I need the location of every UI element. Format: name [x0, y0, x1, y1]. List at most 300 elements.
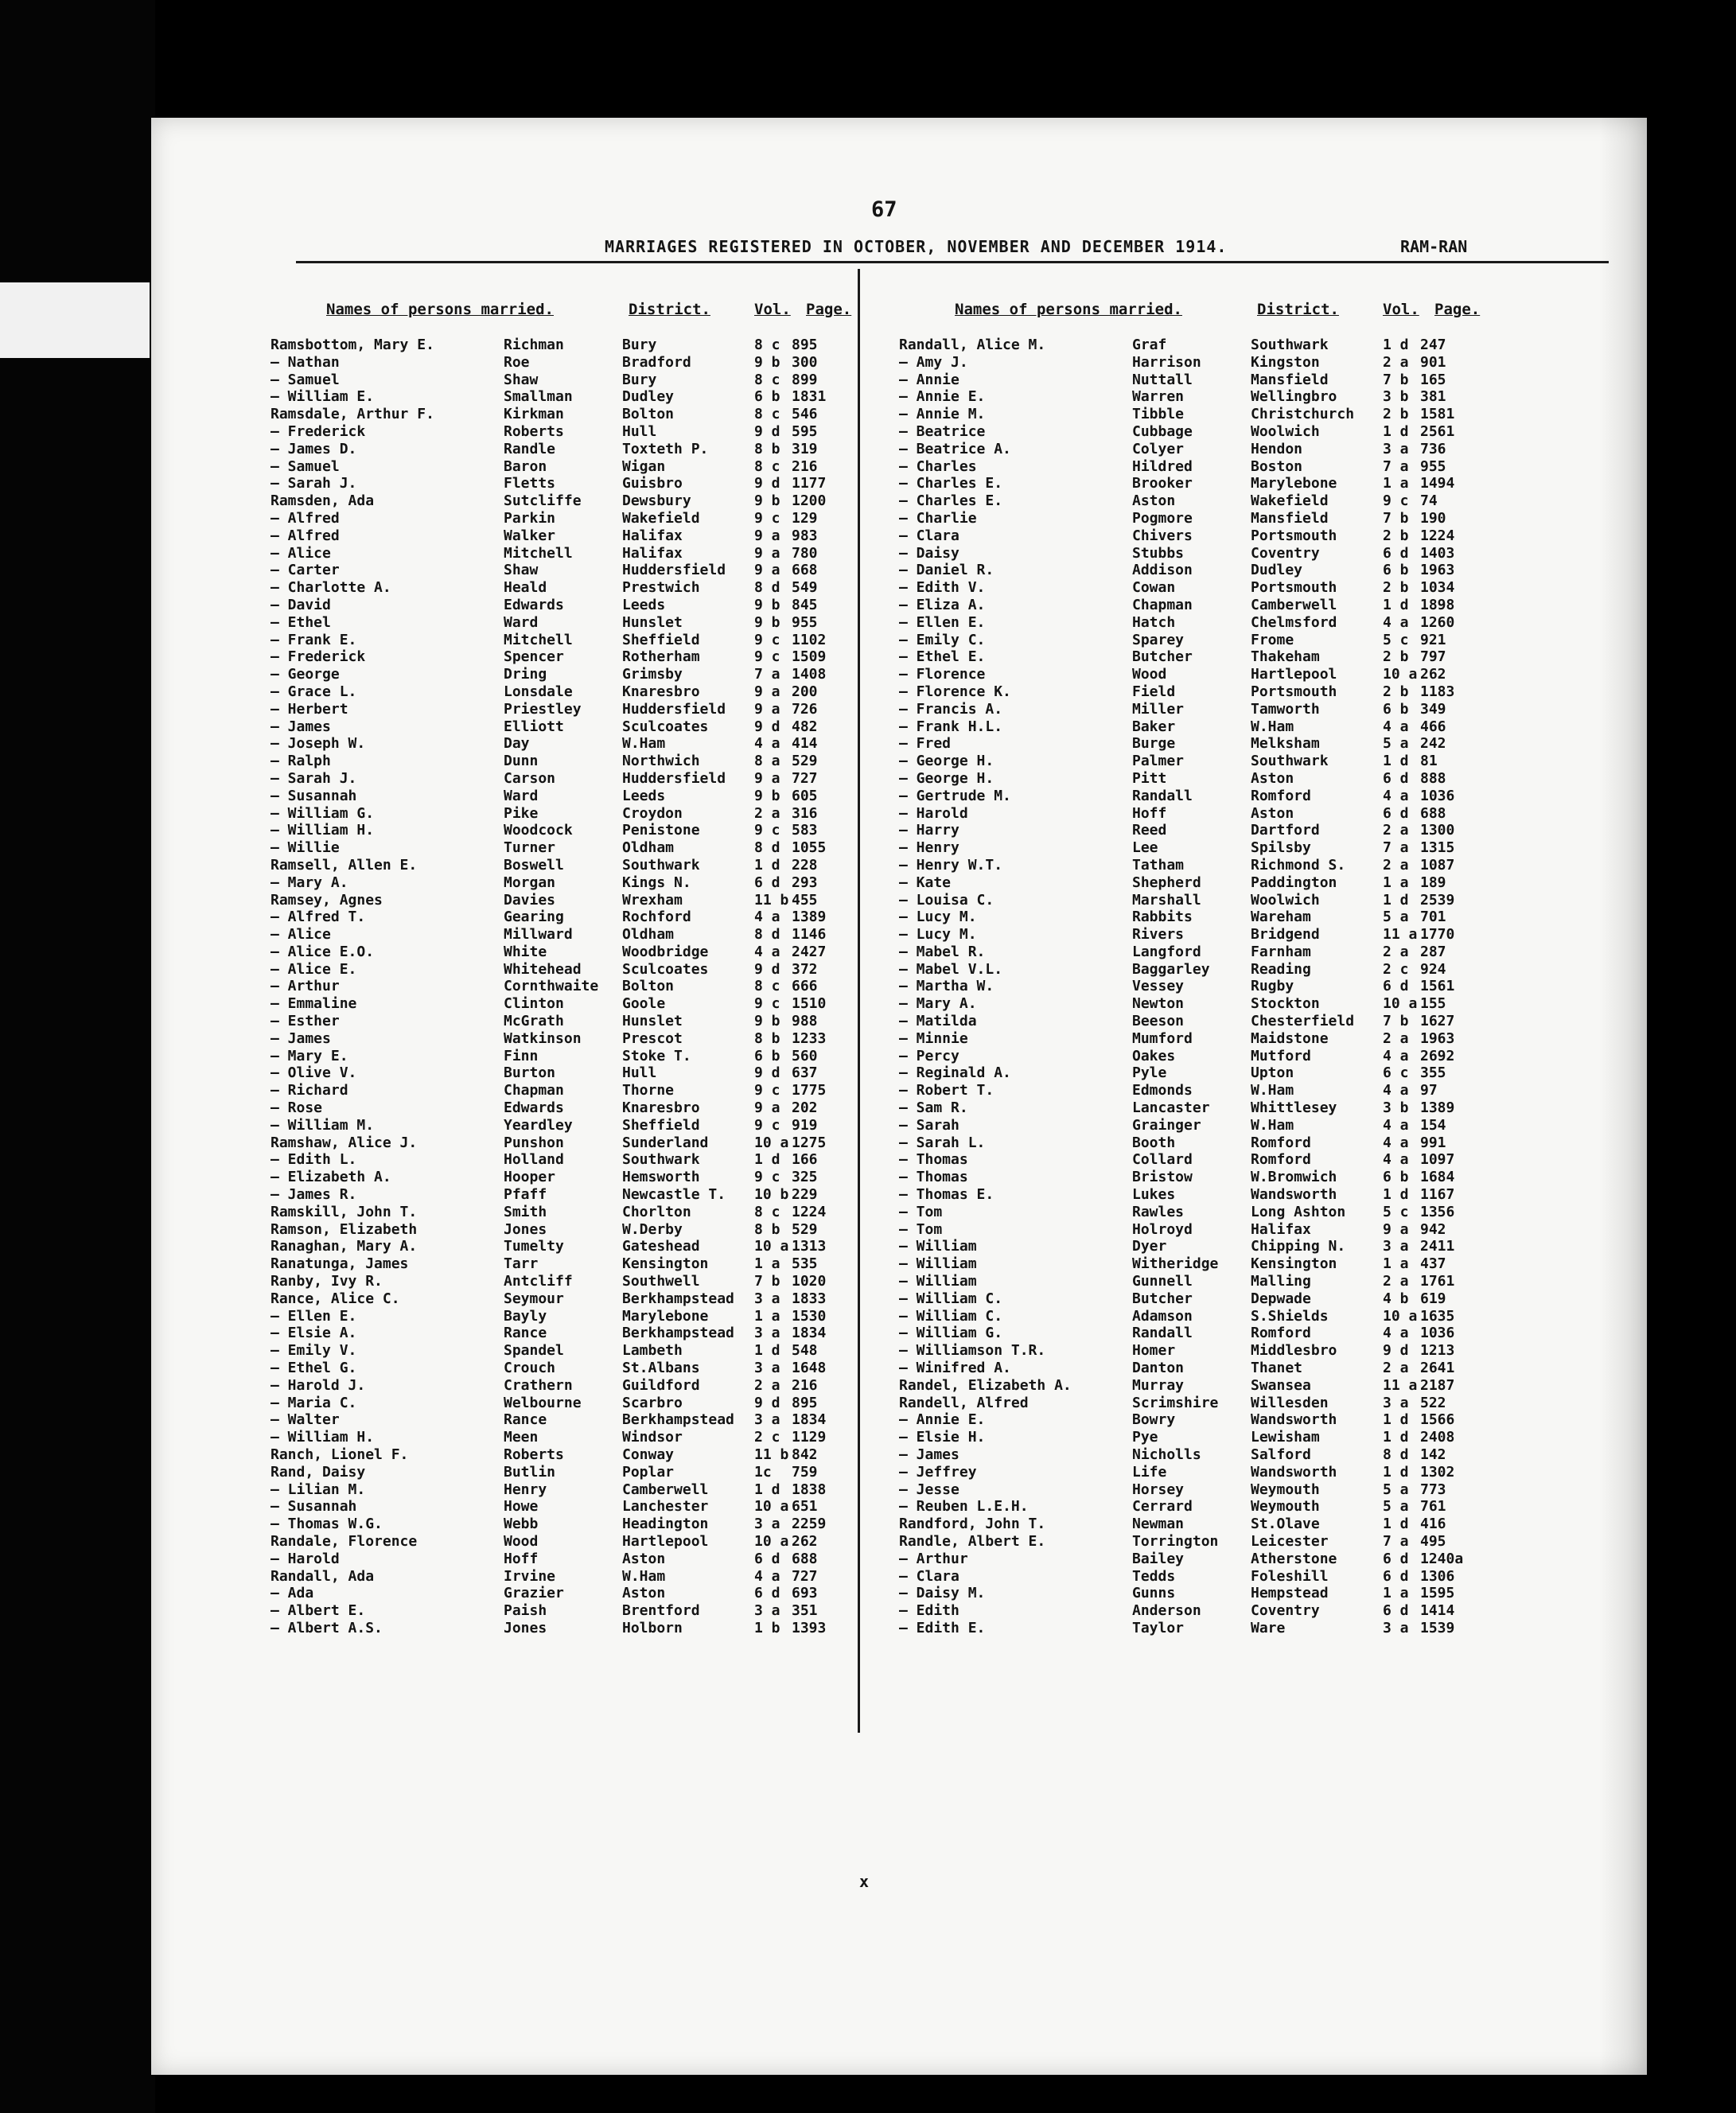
entry-volume: 1 d [1383, 1429, 1409, 1446]
entry-district: Portsmouth [1251, 579, 1337, 597]
entry-spouse: Tatham [1132, 856, 1185, 874]
entry-page: 1356 [1420, 1203, 1455, 1220]
entry-spouse: Addison [1132, 562, 1193, 579]
entry-name: Randall, Alice M. [899, 337, 1046, 353]
entry-page: 97 [1420, 1082, 1438, 1099]
entry-name: Ranby, Ivy R. [271, 1273, 383, 1290]
entry-district: Southwark [622, 1151, 700, 1169]
entry-district: Hull [622, 422, 657, 440]
entry-district: Lanchester [622, 1498, 709, 1516]
entry-district: Sculcoates [622, 718, 709, 735]
entry-page: 668 [792, 562, 818, 579]
entry-district: Holborn [622, 1619, 683, 1636]
entry-volume: 9 b [754, 492, 780, 510]
entry-district: Aston [622, 1585, 666, 1602]
entry-district: Maidstone [1251, 1029, 1329, 1047]
entry-volume: 2 b [1383, 579, 1409, 597]
entry-name: — George H. [899, 769, 995, 787]
entry-page: 1200 [792, 492, 827, 510]
entry-spouse: Booth [1132, 1134, 1176, 1151]
entry-spouse: White [504, 943, 547, 960]
entry-spouse: Dring [504, 666, 547, 683]
entry-district: Southwark [622, 856, 700, 874]
entry-volume: 9 a [754, 562, 780, 579]
entry-name: — Frederick [271, 648, 366, 666]
entry-spouse: McGrath [504, 1013, 564, 1030]
entry-page: 1036 [1420, 787, 1455, 804]
entry-name: — Emily C. [899, 631, 986, 648]
entry-spouse: Smith [504, 1203, 547, 1220]
entry-spouse: Morgan [504, 874, 556, 891]
entry-name: — Sarah J. [271, 769, 357, 787]
register-page [151, 118, 1647, 2075]
entry-page: 300 [792, 353, 818, 371]
index-range: RAM-RAN [1400, 237, 1468, 256]
entry-volume: 10 a [1383, 666, 1418, 683]
entry-name: — Willie [271, 839, 340, 857]
entry-spouse: Rance [504, 1325, 547, 1342]
entry-name: — William G. [899, 1325, 1003, 1342]
entry-spouse: Burge [1132, 735, 1176, 753]
entry-spouse: Spandel [504, 1342, 564, 1360]
entry-volume: 11 b [754, 1446, 789, 1463]
entry-name: — Alfred [271, 527, 340, 544]
entry-spouse: Shaw [504, 371, 539, 388]
entry-page: 216 [792, 457, 818, 475]
entry-volume: 1 b [754, 1619, 780, 1636]
header-district: District. [1257, 301, 1339, 318]
entry-volume: 6 b [754, 388, 780, 406]
entry-spouse: Hatch [1132, 613, 1176, 631]
entry-spouse: Lancaster [1132, 1099, 1210, 1117]
entry-page: 319 [792, 440, 818, 457]
entry-name: — Annie E. [899, 1411, 986, 1429]
entry-spouse: Irvine [504, 1567, 556, 1585]
entry-page: 1566 [1420, 1411, 1455, 1429]
entry-volume: 7 a [1383, 1532, 1409, 1550]
entry-spouse: Nuttall [1132, 371, 1193, 388]
entry-name: Rand, Daisy [271, 1463, 366, 1481]
entry-spouse: Lee [1132, 839, 1158, 857]
entry-name: Ramsden, Ada [271, 492, 375, 510]
entry-district: Ware [1251, 1619, 1286, 1636]
entry-name: — Ellen E. [899, 613, 986, 631]
entry-spouse: Whitehead [504, 960, 582, 978]
entry-spouse: Smallman [504, 388, 573, 406]
entry-volume: 8 c [754, 978, 780, 995]
entry-spouse: Yeardley [504, 1116, 573, 1134]
entry-spouse: Bristow [1132, 1169, 1193, 1186]
entry-volume: 6 d [754, 1585, 780, 1602]
entry-spouse: Oakes [1132, 1047, 1176, 1064]
entry-district: Woolwich [1251, 891, 1320, 909]
entry-district: Mutford [1251, 1047, 1311, 1064]
entry-spouse: Roberts [504, 1446, 564, 1463]
entry-page: 1300 [1420, 822, 1455, 839]
entry-spouse: Gunnell [1132, 1273, 1193, 1290]
entry-spouse: Jones [504, 1619, 547, 1636]
entry-page: 1539 [1420, 1619, 1455, 1636]
entry-name: — Minnie [899, 1029, 968, 1047]
entry-district: Malling [1251, 1273, 1311, 1290]
entry-district: Camberwell [1251, 596, 1337, 613]
entry-volume: 3 b [1383, 1099, 1409, 1117]
entry-volume: 7 a [754, 666, 780, 683]
entry-district: Wrexham [622, 891, 683, 909]
entry-spouse: Rawles [1132, 1203, 1185, 1220]
entry-volume: 9 d [1383, 1342, 1409, 1360]
entry-page: 2187 [1420, 1376, 1455, 1394]
entry-district: Chipping N. [1251, 1238, 1346, 1255]
entry-name: — Emmaline [271, 995, 357, 1013]
entry-name: — Beatrice A. [899, 440, 1011, 457]
entry-name: — Henry [899, 839, 959, 857]
entry-name: — Ellen E. [271, 1307, 357, 1325]
entry-page: 381 [1420, 388, 1446, 406]
entry-volume: 2 c [1383, 960, 1409, 978]
entry-page: 482 [792, 718, 818, 735]
entry-name: — Francis A. [899, 700, 1003, 718]
entry-volume: 9 d [754, 475, 780, 492]
entry-name: — Annie M. [899, 406, 986, 423]
entry-district: Stoke T. [622, 1047, 691, 1064]
entry-spouse: Chapman [1132, 596, 1193, 613]
entry-spouse: Ward [504, 787, 539, 804]
entry-name: Rance, Alice C. [271, 1290, 400, 1307]
entry-spouse: Pye [1132, 1429, 1158, 1446]
entry-name: — Charles E. [899, 475, 1003, 492]
entry-page: 2641 [1420, 1360, 1455, 1377]
entry-volume: 8 c [754, 1203, 780, 1220]
entry-district: Reading [1251, 960, 1311, 978]
entry-volume: 6 d [1383, 544, 1409, 562]
entry-name: — Annie [899, 371, 959, 388]
entry-page: 1129 [792, 1429, 827, 1446]
entry-volume: 4 a [1383, 787, 1409, 804]
entry-district: Stockton [1251, 995, 1320, 1013]
entry-page: 1834 [792, 1411, 827, 1429]
entry-volume: 9 b [754, 353, 780, 371]
entry-page: 727 [792, 769, 818, 787]
entry-volume: 3 a [1383, 1238, 1409, 1255]
entry-district: Romford [1251, 1151, 1311, 1169]
entry-spouse: Homer [1132, 1342, 1176, 1360]
entry-volume: 3 a [754, 1325, 780, 1342]
entry-district: Farnham [1251, 943, 1311, 960]
entry-spouse: Hildred [1132, 457, 1193, 475]
entry-volume: 2 a [754, 804, 780, 822]
entry-spouse: Lukes [1132, 1186, 1176, 1204]
entry-district: Rugby [1251, 978, 1294, 995]
entry-spouse: Baggarley [1132, 960, 1210, 978]
entry-spouse: Punshon [504, 1134, 564, 1151]
entry-page: 2539 [1420, 891, 1455, 909]
entry-name: — Eliza A. [899, 596, 986, 613]
entry-volume: 1 a [1383, 475, 1409, 492]
entry-spouse: Hoff [504, 1550, 539, 1567]
entry-district: Croydon [622, 804, 683, 822]
entry-spouse: Brooker [1132, 475, 1193, 492]
page-number: 67 [871, 197, 897, 222]
entry-district: Aston [1251, 769, 1294, 787]
entry-spouse: Bayly [504, 1307, 547, 1325]
entry-spouse: Spencer [504, 648, 564, 666]
entry-spouse: Langford [1132, 943, 1201, 960]
entry-district: Romford [1251, 787, 1311, 804]
entry-volume: 4 a [754, 943, 780, 960]
entry-name: — Harold [271, 1550, 340, 1567]
entry-spouse: Randall [1132, 1325, 1193, 1342]
entry-spouse: Scrimshire [1132, 1394, 1219, 1411]
entry-volume: 11 b [754, 891, 789, 909]
entry-district: Hunslet [622, 1013, 683, 1030]
entry-volume: 9 c [754, 1116, 780, 1134]
entry-name: — Reginald A. [899, 1064, 1011, 1082]
entry-name: — Arthur [271, 978, 340, 995]
entry-page: 1833 [792, 1290, 827, 1307]
entry-district: W.Ham [1251, 718, 1294, 735]
entry-volume: 7 a [1383, 839, 1409, 857]
entry-page: 1403 [1420, 544, 1455, 562]
entry-district: Richmond S. [1251, 856, 1346, 874]
entry-page: 1240a [1420, 1550, 1464, 1567]
entry-spouse: Murray [1132, 1376, 1185, 1394]
entry-name: — James [271, 1029, 331, 1047]
entry-volume: 6 d [1383, 769, 1409, 787]
entry-volume: 1 d [1383, 753, 1409, 770]
entry-name: — Clara [899, 527, 959, 544]
entry-spouse: Butcher [1132, 648, 1193, 666]
entry-page: 1635 [1420, 1307, 1455, 1325]
entry-name: — Henry W.T. [899, 856, 1003, 874]
entry-page: 1393 [792, 1619, 827, 1636]
entry-district: Melksham [1251, 735, 1320, 753]
entry-name: — Mary A. [899, 995, 977, 1013]
entry-volume: 6 d [754, 1550, 780, 1567]
entry-name: — Thomas W.G. [271, 1516, 383, 1533]
entry-page: 1224 [792, 1203, 827, 1220]
entry-volume: 9 c [754, 631, 780, 648]
entry-volume: 8 c [754, 457, 780, 475]
entry-spouse: Holroyd [1132, 1220, 1193, 1238]
entry-spouse: Shepherd [1132, 874, 1201, 891]
entry-page: 1684 [1420, 1169, 1455, 1186]
entry-page: 1306 [1420, 1567, 1455, 1585]
entry-page: 583 [792, 822, 818, 839]
entry-page: 895 [792, 1394, 818, 1411]
entry-name: — Ethel [271, 613, 331, 631]
entry-page: 529 [792, 1220, 818, 1238]
entry-page: 1389 [1420, 1099, 1455, 1117]
entry-spouse: Hooper [504, 1169, 556, 1186]
entry-page: 780 [792, 544, 818, 562]
entry-volume: 10 a [754, 1134, 789, 1151]
entry-volume: 7 b [1383, 1013, 1409, 1030]
entry-spouse: Day [504, 735, 530, 753]
entry-volume: 3 a [754, 1602, 780, 1620]
entry-page: 988 [792, 1013, 818, 1030]
entry-district: Berkhampstead [622, 1411, 734, 1429]
entry-page: 693 [792, 1585, 818, 1602]
entry-name: — Charlotte A. [271, 579, 391, 597]
entry-volume: 5 a [1383, 1498, 1409, 1516]
entry-page: 242 [1420, 735, 1446, 753]
header-vol: Vol. [754, 301, 791, 318]
entry-name: — Grace L. [271, 683, 357, 700]
entry-spouse: Warren [1132, 388, 1185, 406]
entry-volume: 4 a [1383, 1116, 1409, 1134]
entry-name: — Albert E. [271, 1602, 366, 1620]
entry-name: — Joseph W. [271, 735, 366, 753]
header-names: Names of persons married. [326, 301, 554, 318]
entry-district: Spilsby [1251, 839, 1311, 857]
entry-district: Frome [1251, 631, 1294, 648]
entry-page: 1260 [1420, 613, 1455, 631]
entry-volume: 6 d [1383, 1550, 1409, 1567]
entry-name: — Tom [899, 1220, 943, 1238]
entry-volume: 1 d [1383, 596, 1409, 613]
entry-name: — Mary E. [271, 1047, 348, 1064]
entry-volume: 10 a [1383, 1307, 1418, 1325]
entry-district: Boston [1251, 457, 1303, 475]
entry-volume: 1 d [754, 1151, 780, 1169]
entry-name: Ramson, Elizabeth [271, 1220, 418, 1238]
entry-volume: 2 a [1383, 353, 1409, 371]
entry-spouse: Chivers [1132, 527, 1193, 544]
entry-volume: 9 c [754, 822, 780, 839]
entry-volume: 10 a [754, 1238, 789, 1255]
entry-district: Depwade [1251, 1290, 1311, 1307]
entry-district: Dudley [1251, 562, 1303, 579]
entry-volume: 6 b [1383, 1169, 1409, 1186]
entry-volume: 7 b [754, 1273, 780, 1290]
entry-name: — Harry [899, 822, 959, 839]
entry-page: 1770 [1420, 926, 1455, 944]
entry-volume: 3 b [1383, 388, 1409, 406]
entry-volume: 1 d [1383, 1411, 1409, 1429]
entry-page: 316 [792, 804, 818, 822]
entry-volume: 8 c [754, 406, 780, 423]
entry-district: Marylebone [1251, 475, 1337, 492]
entry-spouse: Field [1132, 683, 1176, 700]
entry-name: — Edith V. [899, 579, 986, 597]
entry-page: 1146 [792, 926, 827, 944]
entry-name: — Elsie H. [899, 1429, 986, 1446]
entry-volume: 2 a [1383, 1273, 1409, 1290]
entry-volume: 5 c [1383, 1203, 1409, 1220]
entry-name: — Alice E.O. [271, 943, 375, 960]
entry-name: — Percy [899, 1047, 959, 1064]
footer-mark: x [859, 1872, 870, 1891]
entry-page: 727 [792, 1567, 818, 1585]
entry-district: Thanet [1251, 1360, 1303, 1377]
entry-district: Lewisham [1251, 1429, 1320, 1446]
entry-page: 759 [792, 1463, 818, 1481]
entry-district: Grimsby [622, 666, 683, 683]
entry-spouse: Newton [1132, 995, 1185, 1013]
entry-volume: 6 d [1383, 1602, 1409, 1620]
entry-page: 1389 [792, 909, 827, 926]
entry-page: 325 [792, 1169, 818, 1186]
entry-page: 651 [792, 1498, 818, 1516]
entry-volume: 1 d [1383, 1463, 1409, 1481]
entry-district: W.Ham [1251, 1082, 1294, 1099]
entry-volume: 10 a [754, 1532, 789, 1550]
entry-name: — Ralph [271, 753, 331, 770]
entry-spouse: Cubbage [1132, 422, 1193, 440]
entry-volume: 2 a [754, 1376, 780, 1394]
entry-district: St.Olave [1251, 1516, 1320, 1533]
entry-district: Portsmouth [1251, 527, 1337, 544]
entry-district: Chelmsford [1251, 613, 1337, 631]
entry-page: 1963 [1420, 1029, 1455, 1047]
entry-spouse: Mitchell [504, 544, 573, 562]
entry-spouse: Rance [504, 1411, 547, 1429]
entry-name: Ramsdale, Arthur F. [271, 406, 434, 423]
entry-volume: 2 a [1383, 1029, 1409, 1047]
entry-name: — Samuel [271, 457, 340, 475]
entry-volume: 4 a [1383, 1082, 1409, 1099]
entry-volume: 3 a [754, 1411, 780, 1429]
entry-volume: 9 c [754, 648, 780, 666]
entry-name: — William M. [271, 1116, 375, 1134]
entry-page: 495 [1420, 1532, 1446, 1550]
entry-spouse: Bowry [1132, 1411, 1176, 1429]
entry-volume: 9 a [754, 1099, 780, 1117]
entry-spouse: Wood [504, 1532, 539, 1550]
entry-district: Wellingbro [1251, 388, 1337, 406]
entry-page: 2411 [1420, 1238, 1455, 1255]
entry-spouse: Finn [504, 1047, 539, 1064]
entry-page: 1831 [792, 388, 827, 406]
entry-volume: 4 a [1383, 718, 1409, 735]
entry-district: Huddersfield [622, 700, 726, 718]
header-names: Names of persons married. [955, 301, 1182, 318]
entry-name: — Charles [899, 457, 977, 475]
entry-spouse: Baron [504, 457, 547, 475]
entry-name: — William G. [271, 804, 375, 822]
entry-district: W.Derby [622, 1220, 683, 1238]
entry-spouse: Taylor [1132, 1619, 1185, 1636]
entry-volume: 9 d [754, 1064, 780, 1082]
entry-district: Gateshead [622, 1238, 700, 1255]
entry-name: — William [899, 1255, 977, 1273]
entry-name: — Fred [899, 735, 952, 753]
entry-name: — Charles E. [899, 492, 1003, 510]
entry-volume: 3 a [754, 1516, 780, 1533]
entry-spouse: Sutcliffe [504, 492, 582, 510]
entry-page: 983 [792, 527, 818, 544]
entry-volume: 8 a [754, 753, 780, 770]
entry-page: 549 [792, 579, 818, 597]
entry-name: — Harold [899, 804, 968, 822]
entry-page: 74 [1420, 492, 1438, 510]
entry-page: 1034 [1420, 579, 1455, 597]
entry-name: — Jeffrey [899, 1463, 977, 1481]
entry-spouse: Tumelty [504, 1238, 564, 1255]
entry-district: Halifax [1251, 1220, 1311, 1238]
entry-volume: 8 d [754, 839, 780, 857]
entry-spouse: Tibble [1132, 406, 1185, 423]
entry-name: Randford, John T. [899, 1516, 1046, 1533]
entry-spouse: Colyer [1132, 440, 1185, 457]
entry-spouse: Tedds [1132, 1567, 1176, 1585]
entry-district: Leeds [622, 787, 666, 804]
scan-edge-strip [0, 282, 150, 358]
entry-page: 1313 [792, 1238, 827, 1255]
entry-district: Prescot [622, 1029, 683, 1047]
entry-page: 522 [1420, 1394, 1446, 1411]
